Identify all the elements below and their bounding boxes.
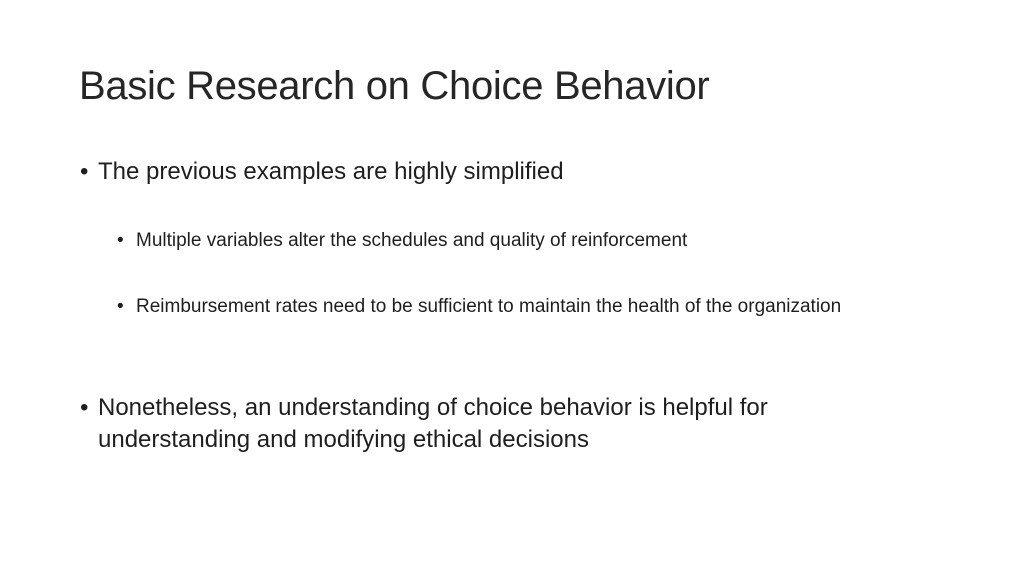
bullet-dot-icon: • [80, 394, 89, 421]
sub-bullet-item [117, 227, 897, 254]
sub-bullet-item [117, 293, 897, 320]
slide-title: Basic Research on Choice Behavior [79, 64, 710, 108]
bullet-dot-icon: • [117, 296, 124, 317]
bullet-dot-icon: • [80, 158, 89, 185]
sub-bullet-text: Multiple variables alter the schedules and quality of reinforcement [136, 230, 688, 251]
bullet-item [80, 392, 910, 456]
bullet-item [80, 156, 910, 188]
bullet-text: The previous examples are highly simplified [98, 158, 564, 185]
bullet-text: Nonetheless, an understanding of choice behavior is helpful for understanding and modifying ethical decisions [98, 394, 768, 453]
bullet-dot-icon: • [117, 230, 124, 251]
sub-bullet-text: Reimbursement rates need to be sufficient to maintain the health of the organization [136, 296, 842, 317]
